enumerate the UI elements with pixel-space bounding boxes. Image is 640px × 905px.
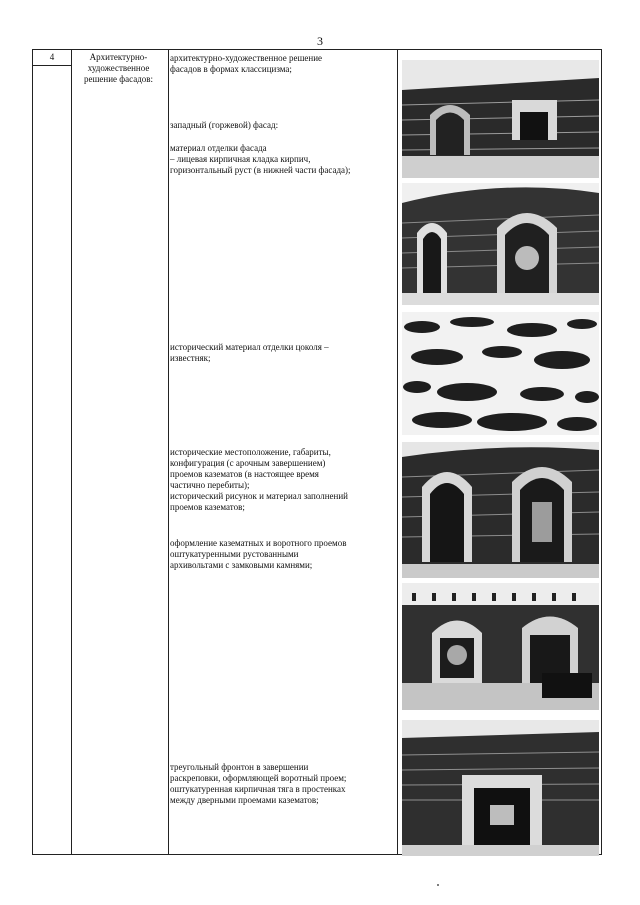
text-block-plinth-material: исторический материал отделки цоколя – известняк; <box>170 342 329 363</box>
column-divider <box>397 50 398 854</box>
facade-gate-photo <box>402 60 599 178</box>
arched-casemate-photo <box>402 183 599 305</box>
column-divider <box>168 50 169 854</box>
text-block-facade-material: материал отделки фасада – лицевая кирпичная кладка кирпич, горизонтальный руст (в нижней части фасада); <box>170 143 351 175</box>
row-title: Архитектурно- художественное решение фасадов: <box>83 52 154 84</box>
casemate-archivolts-photo <box>402 583 599 710</box>
gate-opening-photo <box>402 720 599 856</box>
scan-speck <box>437 884 439 886</box>
text-block-casemate-openings: исторические местоположение, габариты, конфигурация (с арочным завершением) проемов казематов (в настоящее время частично перебиты); исторический рисунок и материал заполнений проемов казематов; <box>170 447 348 512</box>
text-block-archivolts: оформление казематных и воротного проемов оштукатуренными рустованными архивольтами с замковыми камнями; <box>170 538 347 570</box>
casemate-openings-photo <box>402 442 599 578</box>
page-number: 3 <box>317 34 323 48</box>
limestone-plinth-photo <box>402 312 599 435</box>
text-block-pediment: треугольный фронтон в завершении раскреповки, оформляющей воротный проем; оштукатуренная кирпичная тяга в простенках между дверными проемами казематов; <box>170 762 347 805</box>
row-top-line <box>33 65 71 66</box>
column-divider <box>71 50 72 854</box>
heritage-table <box>32 49 602 855</box>
text-block-style: архитектурно-художественное решение фасадов в формах классицизма; <box>170 53 323 74</box>
text-block-west-facade: западный (горжевой) фасад: <box>170 120 279 130</box>
row-number: 4 <box>49 52 55 62</box>
